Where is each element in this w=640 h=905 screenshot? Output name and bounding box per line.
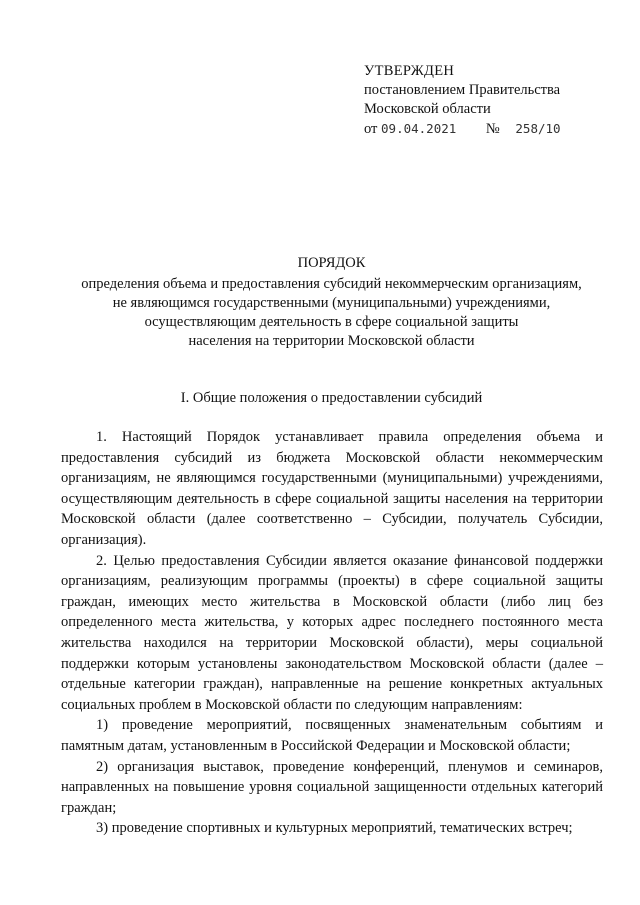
document-body (61, 427, 603, 839)
approval-number: 258/10 (515, 121, 561, 136)
paragraph: 2. Целью предоставления Субсидии является оказание финансовой поддержки организациям, реализующим программы (проекты) в сфере социальной защиты граждан, имеющих место жительства в Московской области (либо лиц без определенного места жительства, у которых адрес последнего постоянного места жительства находился на территории Московской области), меры социальной поддержки которым установлены законодательством Московской области (далее – отдельные категории граждан), направленные на решение конкретных актуальных социальных проблем в Московской области по следующим направлениям: (61, 552, 603, 713)
paragraph: 3) проведение спортивных и культурных мероприятий, тематических встреч; (96, 820, 573, 837)
document-title-line: не являющимся государственными (муниципальными) учреждениями, (112, 295, 551, 311)
document-title-line: определения объема и предоставления субсидий некоммерческим организациям, (81, 276, 582, 292)
approval-date-line (364, 119, 561, 139)
approval-line-2: Московской области (364, 101, 491, 117)
paragraph: 1. Настоящий Порядок устанавливает правила определения объема и предоставления субсидий из бюджета Московской области некоммерческим организациям, не являющимся государственными (муниципальными) учреждениями, осуществляющим деятельность в сфере социальной защиты населения на территории Московской области (далее соответственно – Субсидии, получатель Субсидии, организация). (61, 429, 603, 548)
paragraph: 1) проведение мероприятий, посвященных знаменательным событиям и памятным датам, установленным в Российской Федерации и Московской области; (61, 717, 603, 754)
document-title-line: осуществляющим деятельность в сфере социальной защиты (144, 314, 519, 330)
approval-stamp-title: УТВЕРЖДЕН (364, 63, 455, 79)
approval-from-label: от (364, 121, 378, 137)
paragraph: 2) организация выставок, проведение конференций, пленумов и семинаров, направленных на повышение уровня социальной защищенности отдельных категорий граждан; (61, 758, 603, 816)
document-title-heading: ПОРЯДОК (297, 255, 366, 271)
section-heading: I. Общие положения о предоставлении субсидий (180, 390, 483, 406)
approval-stamp (364, 62, 561, 139)
approval-line-1: постановлением Правительства (364, 82, 561, 98)
document-title-line: населения на территории Московской области (188, 333, 475, 349)
document-title (60, 254, 603, 351)
approval-number-sign: № (485, 121, 500, 137)
approval-date: 09.04.2021 (381, 121, 457, 136)
